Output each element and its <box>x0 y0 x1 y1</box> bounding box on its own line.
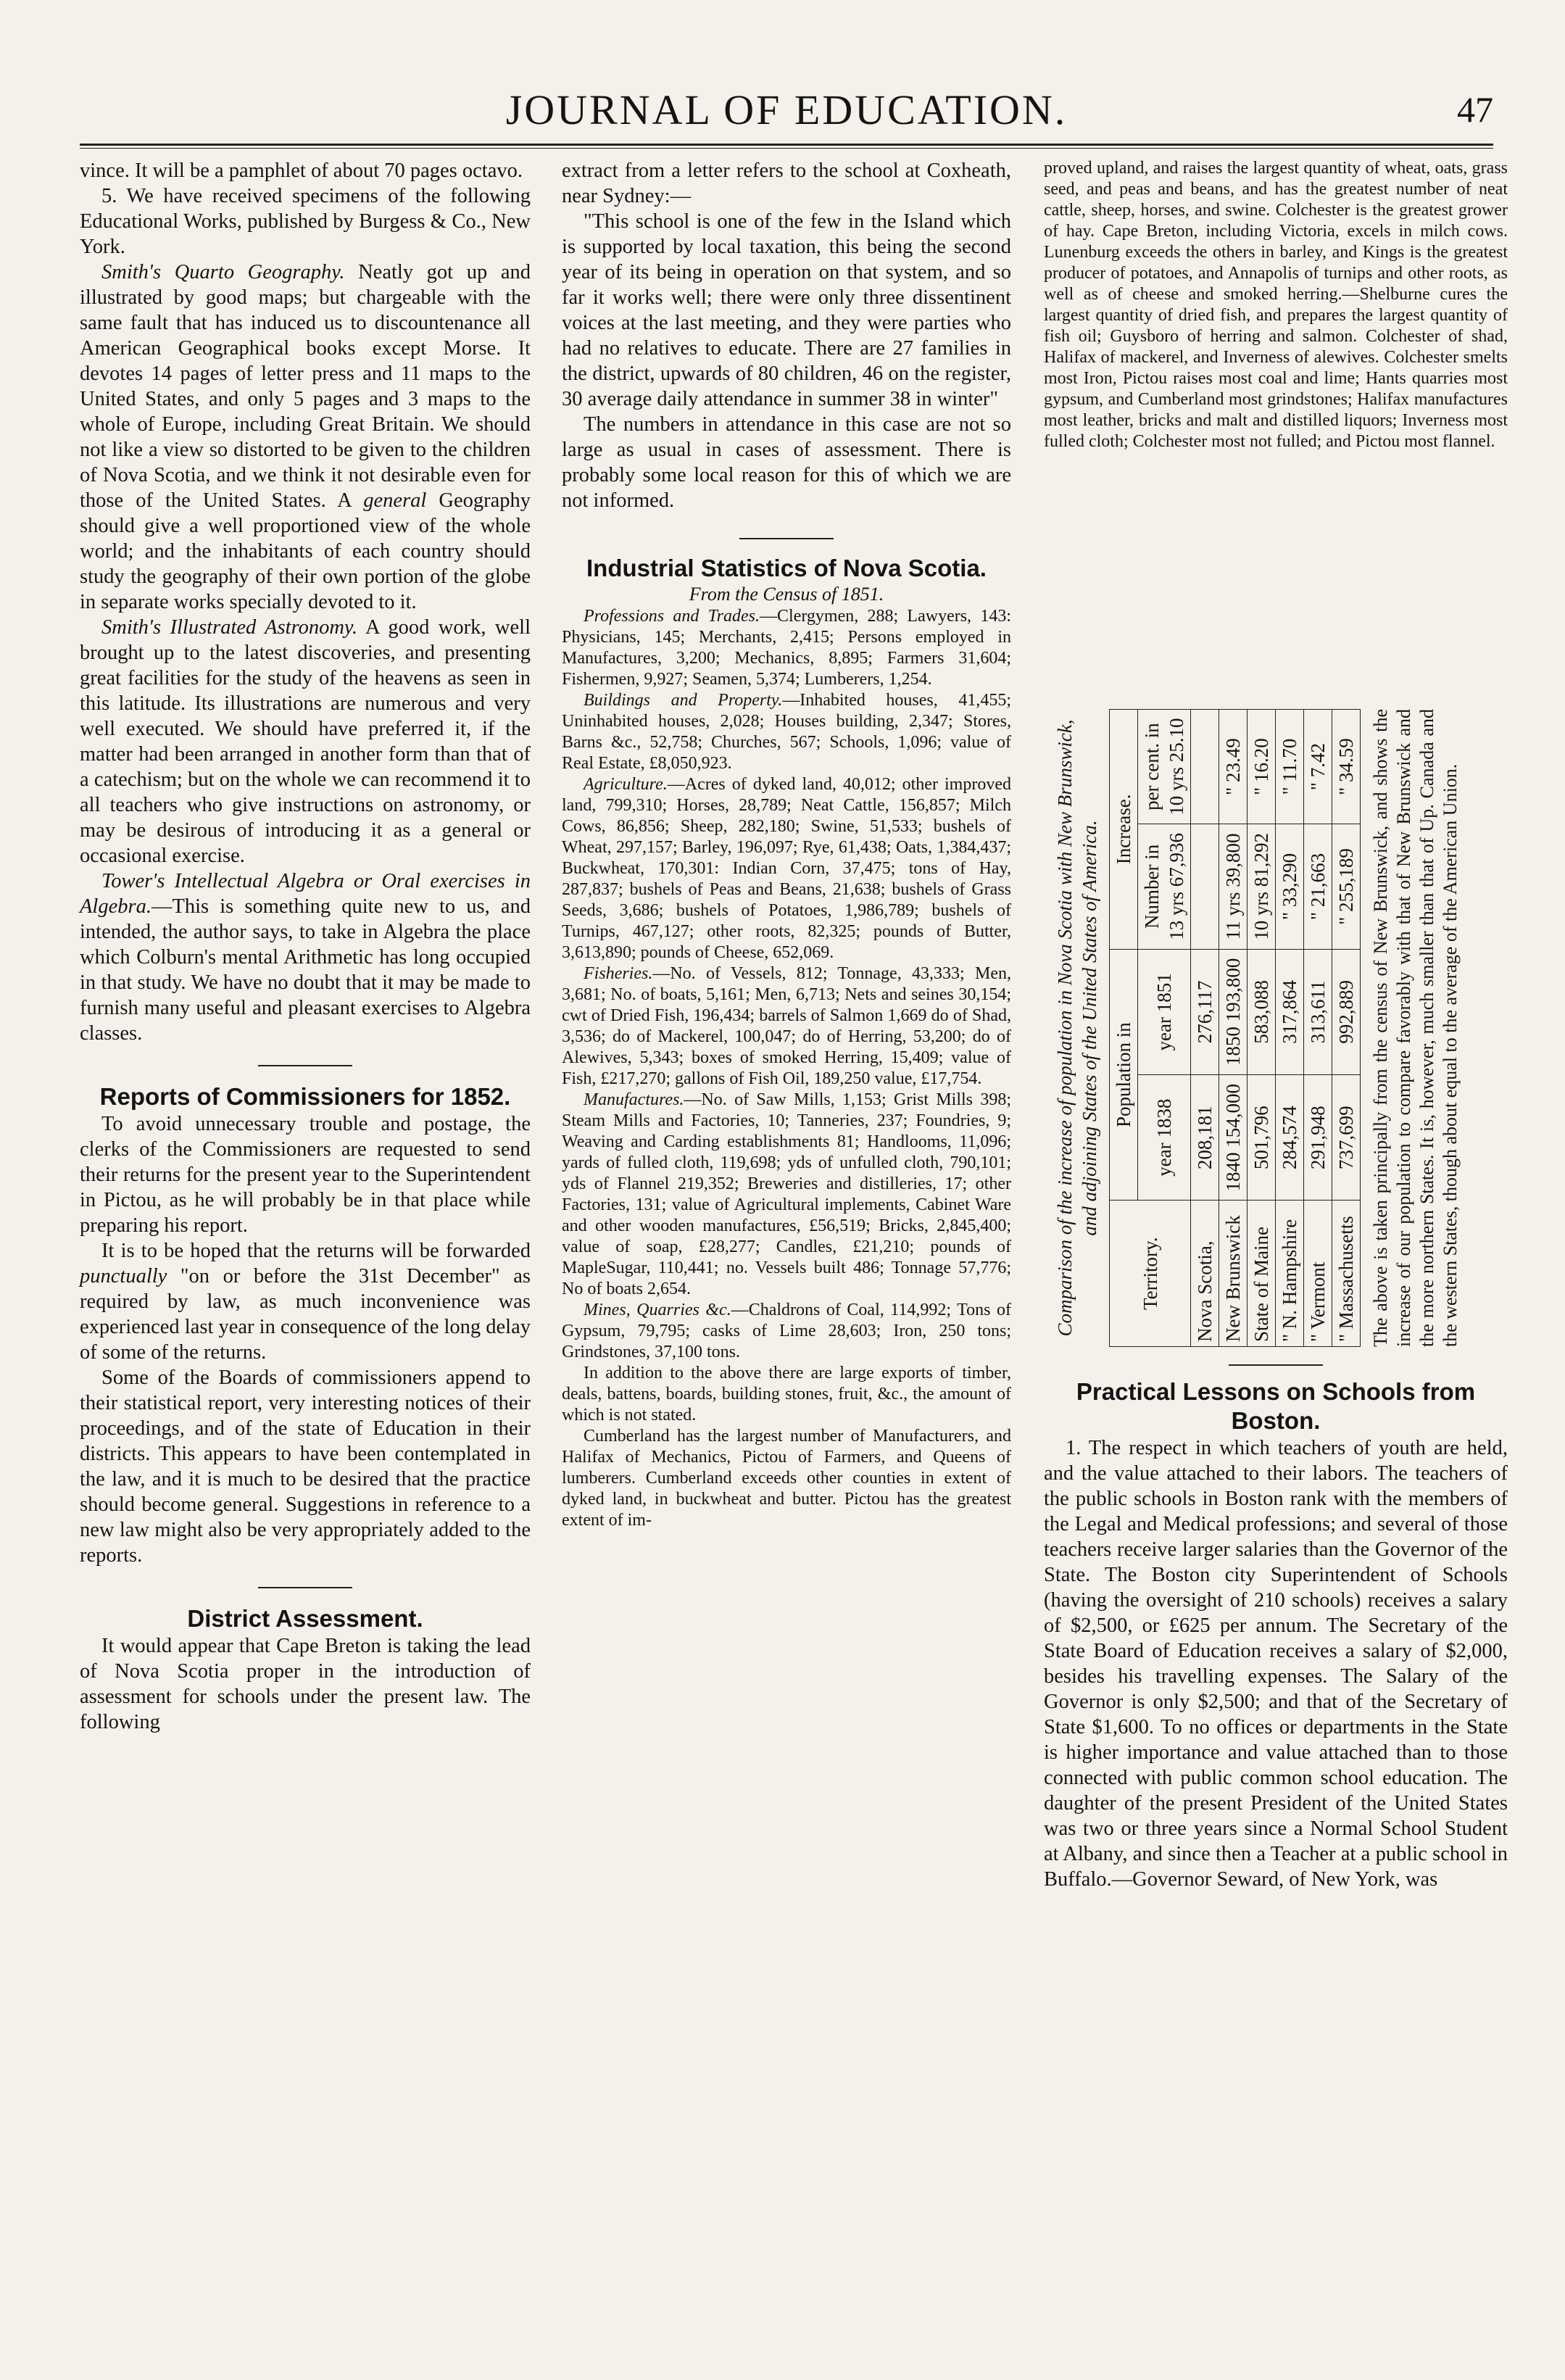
page-number: 47 <box>1457 89 1493 130</box>
stat-paragraph: Cumberland has the largest number of Manufacturers, and Halifax of Mechanics, Pictou of Farmers, and Queens of lumberers. Cumberland exceeds other counties in extent of dyked land, in buckwheat and butter. Pictou has the greatest extent of im- <box>562 1427 1011 1530</box>
paragraph: 5. We have received specimens of the following Educational Works, published by Burgess & Co., New York. <box>80 185 531 258</box>
paragraph: "This school is one of the few in the Island which is supported by local taxation, this being the second year of its being in operation on that system, and so far it works well; there were only three dissentinent voices at the last meeting, and they were parties who had no relatives to educate. There are 27 families in the district, upwards of 80 children, 46 on the register, 30 average daily attendance in summer 38 in winter" <box>562 210 1011 410</box>
paragraph: 1. The respect in which teachers of youth are held, and the value attached to their labors. The teachers of the public schools in Boston rank with the members of the Legal and Medical professions; and several of those teachers receive larger salaries than the Governor of the State. The Boston city Superintendent of Schools (having the oversight of 210 schools) receives a salary of $2,500, or £625 per annum. The Secretary of the State Board of Education receives a salary of $2,000, besides his travelling expenses. The Salary of the Governor is only $2,500; and that of the Secretary of State $1,600. To no offices or departments in the State is higher importance and value attached than to those connected with public common school education. The daughter of the present President of the United States was two or three years since a Normal School Student at Albany, and since then a Teacher at a public school in Buffalo.—Governor Seward, of New York, was <box>1044 1437 1508 1891</box>
table-row: " N. Hampshire 284,574 317,864 " 33,290 " 11.70 <box>1276 710 1304 1347</box>
col-header-percent: per cent. in 10 yrs 25.10 <box>1138 710 1191 824</box>
stat-paragraph: Fisheries.—No. of Vessels, 812; Tonnage, 43,333; Men, 3,681; No. of boats, 5,161; Men, 6,713; Nets and seines 30,154; cwt of Dried Fish, 196,434; barrels of Salmon 1,669 do of Shad, 3,536; do of Mackerel, 100,047; do of Herring, 53,200; do of Alewives, 5,343; boxes of smoked Herring, 15,409; value of Fish, £217,270; gallons of Fish Oil, 189,250 value, £17,754. <box>562 964 1011 1088</box>
comparison-table <box>1109 709 1361 1347</box>
heading-reports: Reports of Commissioners for 1852. <box>99 1083 511 1110</box>
page-header <box>80 86 1493 144</box>
book-title: Smith's Illustrated Astronomy. <box>101 616 358 639</box>
stat-paragraph: Buildings and Property.—Inhabited houses, 41,455; Uninhabited houses, 2,028; Houses building, 2,347; Stores, Barns &c., 52,758; Churches, 567; Schools, 1,096; value of Real Estate, £8,050,923. <box>562 691 1011 773</box>
paragraph: extract from a letter refers to the school at Coxheath, near Sydney:— <box>562 159 1011 207</box>
header-rule <box>80 144 1493 149</box>
paragraph: It is to be hoped that the returns will be forwarded punctually "on or before the 31st December" as required by law, as much inconvenience was experienced last year in consequence of the long delay of some of the returns. <box>80 1240 531 1364</box>
table-row: New Brunswick 1840 154,000 1850 193,800 11 yrs 39,800 " 23.49 <box>1219 710 1248 1347</box>
stat-paragraph: Agriculture.—Acres of dyked land, 40,012; other improved land, 799,310; Horses, 28,789; Neat Cattle, 156,857; Milch Cows, 86,856; Sheep, 282,180; Swine, 51,533; bushels of Wheat, 297,157; Barley, 196,097; Rye, 61,438; Oats, 1,384,437; Buckwheat, 170,301: Indian Corn, 37,475; tons of Hay, 287,837; bushels of Peas and Beans, 21,638; bushels of Grass Seeds, 3,686; bushels of Potatoes, 1,986,789; bushels of Turnips, 467,127; other roots, 82,325; pounds of Butter, 3,613,890; pounds of Cheese, 652,069. <box>562 775 1011 962</box>
review-geography: Smith's Quarto Geography. Neatly got up and illustrated by good maps; but chargeable with the same fault that has induced us to discountenance all American Geographical books except Morse. It devotes 14 pages of letter press and 11 maps to the United States, and only 5 pages and 3 maps to the whole of Europe, including Great Britain. We should not like a view so distorted to be given to the children of Nova Scotia, and we think it not desirable even for those of the United States. A general Geography should give a well proportioned view of the whole world; and the inhabitants of each country should study the geography of their own portion of the globe in separate works specially devoted to it. <box>80 261 531 613</box>
table-row: Nova Scotia, 208,181 276,117 <box>1191 710 1219 1347</box>
col-header-year-a: year 1838 <box>1138 1075 1191 1201</box>
heading-district: District Assessment. <box>187 1605 423 1632</box>
paragraph: To avoid unnecessary trouble and postage, the clerks of the Commissioners are requested to send their returns for the present year to the Superintendent in Pictou, as he will probably be in that place while preparing his report. <box>80 1113 531 1237</box>
review-algebra: Tower's Intellectual Algebra or Oral exercises in Algebra.—This is something quite new to us, and intended, the author says, to take in Algebra the place which Colburn's mental Arithmetic has long occupied in that study. We have no doubt that it may be made to furnish many useful and pleasant exercises to Algebra classes. <box>80 870 531 1045</box>
review-astronomy: Smith's Illustrated Astronomy. A good work, well brought up to the latest discoveries, and presenting great facilities for the study of the heavens as seen in this latitude. Its illustrations are numerous and very well executed. We should have preferred it, if the matter had been arranged in another form than that of a catechism; but on the whole we can recommend it to all teachers who give instructions on astronomy, or may be desirous of introducing it as a general or occasional exercise. <box>80 616 531 867</box>
stat-paragraph: Mines, Quarries &c.—Chaldrons of Coal, 114,992; Tons of Gypsum, 79,795; casks of Lime 28,603; Iron, 250 tons; Grindstones, 37,100 tons. <box>562 1301 1011 1361</box>
col-header-year-b: year 1851 <box>1138 949 1191 1074</box>
col-header-increase: Increase. <box>1110 710 1138 950</box>
stat-paragraph: Professions and Trades.—Clergymen, 288; Lawyers, 143: Physicians, 145; Merchants, 2,415; Persons employed in Manufactures, 3,200; Mechanics, 8,895; Farmers 31,604; Fishermen, 9,927; Seamen, 5,374; Lumberers, 1,254. <box>562 607 1011 689</box>
statistics-block <box>562 606 1011 1531</box>
population-table <box>1050 702 1506 1354</box>
paragraph: proved upland, and raises the largest quantity of wheat, oats, grass seed, and peas and beans, and has the greatest number of neat cattle, sheep, horses, and swine. Colchester is the greatest grower of hay. Cape Breton, including Victoria, excels in milch cows. Lunenburg exceeds the others in barley, and Kings is the greatest producer of potatoes, and Annapolis of turnips and other roots, as well as of cheese and smoked herring.—Shelburne cures the largest quantity of dried fish, and prepares the largest quantity of fish oil; Guysboro of herring and salmon. Colchester of shad, Halifax of mackerel, and Inverness of alewives. Colchester smelts most Iron, Pictou raises most coal and lime; Hants quarries most gypsum, and Cumberland most grindstones; Halifax manufactures most leather, bricks and malt and distilled liquors; Inverness most fulled cloth; Colchester most not fulled; and Pictou most flannel. <box>1044 159 1508 451</box>
subheading-census: From the Census of 1851. <box>689 584 884 605</box>
stat-paragraph: Manufactures.—No. of Saw Mills, 1,153; Grist Mills 398; Steam Mills and Factories, 10; Tanneries, 237; Foundries, 9; Weaving and Carding establishments 81; Handlooms, 11,096; yards of fulled cloth, 119,698; yds of unfulled cloth, 790,101; yds of Flannel 219,352; Breweries and distilleries, 17; other Factories, 131; value of Agricultural implements, Cabinet Ware and other wooden manufactures, £56,519; Bricks, 2,845,400; value of soap, £28,277; Candles, £21,210; pounds of MapleSugar, 110,441; no. Vessels built 486; Tonnage 57,776; No of boats 2,654. <box>562 1090 1011 1298</box>
book-title: Tower's Intellectual Algebra or Oral exercises in Algebra. <box>80 870 531 918</box>
col-header-territory: Territory. <box>1110 1201 1191 1347</box>
book-title: Smith's Quarto Geography. <box>101 261 345 283</box>
table-row: " Vermont 291,948 313,611 " 21,663 " 7.42 <box>1304 710 1332 1347</box>
paragraph: vince. It will be a pamphlet of about 70 pages octavo. <box>80 159 523 182</box>
county-summary <box>1044 158 1508 452</box>
table-note: The above is taken principally from the census of New Brunswick, and shows the increase of our population to compare favorably with that of New Brunswick and the more northern States. It is, however, much smaller than that of Up. Canada and the western States, though about equal to the average of the American Union. <box>1370 709 1461 1347</box>
column-1 <box>80 158 531 1735</box>
column-3-lower <box>1044 1364 1508 1892</box>
stat-paragraph: In addition to the above there are large exports of timber, deals, battens, boards, building stones, fruit, &c., the amount of which is not stated. <box>562 1364 1011 1425</box>
paragraph: The numbers in attendance in this case are not so large as usual in cases of assessment. There is probably some local reason for this of which we are not informed. <box>562 413 1011 512</box>
journal-title: JOURNAL OF EDUCATION. <box>505 86 1068 133</box>
table-row: State of Maine 501,796 583,088 10 yrs 81,292 " 16.20 <box>1248 710 1276 1347</box>
column-2 <box>562 158 1011 1531</box>
column-3 <box>1044 158 1508 452</box>
population-table-box <box>1050 702 1506 1354</box>
heading-industrial: Industrial Statistics of Nova Scotia. <box>586 555 987 581</box>
heading-boston: Practical Lessons on Schools from Boston. <box>1076 1378 1476 1434</box>
table-row: " Massachusetts 737,699 992,889 " 255,189 " 34.59 <box>1332 710 1361 1347</box>
col-header-number: Number in 13 yrs 67,936 <box>1138 824 1191 950</box>
table-caption: Comparison of the increase of population in Nova Scotia with New Brunswick, and adjoining States of the United States of America. <box>1054 719 1100 1337</box>
paragraph: It would appear that Cape Breton is taking the lead of Nova Scotia proper in the introduction of assessment for schools under the present law. The following <box>80 1635 531 1733</box>
col-header-population: Population in <box>1110 949 1138 1201</box>
paragraph: Some of the Boards of commissioners append to their statistical report, very interesting notices of their proceedings, and of the state of Education in their districts. This appears to have been contemplated in the law, and it is much to be desired that the practice should become general. Suggestions in reference to a new law might also be very appropriately added to the reports. <box>80 1367 531 1567</box>
